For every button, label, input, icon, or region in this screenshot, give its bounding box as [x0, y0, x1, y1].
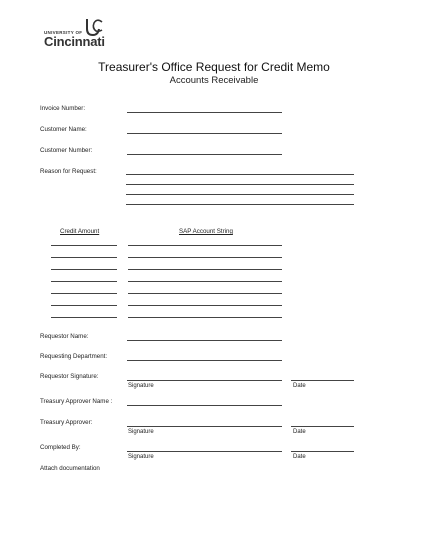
requesting-department-field[interactable]: [127, 360, 282, 361]
sap-account-line[interactable]: [128, 281, 282, 282]
requestor-name-field[interactable]: [127, 340, 282, 341]
logo-cincinnati: Cincinnati: [44, 34, 105, 49]
sap-account-line[interactable]: [128, 293, 282, 294]
credit-amount-line[interactable]: [51, 281, 117, 282]
requesting-department-label: Requesting Department:: [40, 353, 108, 360]
signature-caption: Signature: [128, 383, 154, 389]
customer-name-label: Customer Name:: [40, 126, 87, 133]
treasury-approver-name-label: Treasury Approver Name :: [40, 398, 113, 405]
reason-line-4[interactable]: [126, 204, 354, 205]
date-caption: Date: [293, 383, 306, 389]
credit-amount-line[interactable]: [51, 257, 117, 258]
customer-name-field[interactable]: [127, 133, 282, 134]
credit-amount-line[interactable]: [51, 293, 117, 294]
completed-by-date-field[interactable]: [291, 451, 354, 452]
sap-account-line[interactable]: [128, 305, 282, 306]
reason-line-2[interactable]: [126, 184, 354, 185]
completed-by-label: Completed By:: [40, 444, 81, 451]
treasury-approver-signature-field[interactable]: [127, 426, 282, 427]
logo-university-of: UNIVERSITY OF: [44, 30, 83, 35]
signature-caption: Signature: [128, 454, 154, 460]
date-caption: Date: [293, 429, 306, 435]
sap-account-line[interactable]: [128, 317, 282, 318]
customer-number-field[interactable]: [127, 154, 282, 155]
page-subtitle: Accounts Receivable: [169, 75, 259, 86]
page-title: Treasurer's Office Request for Credit Memo: [98, 60, 330, 74]
invoice-number-field[interactable]: [127, 112, 282, 113]
requestor-name-label: Requestor Name:: [40, 333, 89, 340]
invoice-number-label: Invoice Number:: [40, 105, 86, 112]
signature-caption: Signature: [128, 429, 154, 435]
reason-line-1[interactable]: [126, 174, 354, 175]
reason-label: Reason for Request:: [40, 168, 97, 175]
sap-account-line[interactable]: [128, 257, 282, 258]
credit-amount-line[interactable]: [51, 305, 117, 306]
treasury-approver-date-field[interactable]: [291, 426, 354, 427]
completed-by-signature-field[interactable]: [127, 451, 282, 452]
credit-amount-line[interactable]: [51, 269, 117, 270]
sap-account-header: SAP Account String: [179, 228, 233, 235]
sap-account-line[interactable]: [128, 269, 282, 270]
credit-amount-line[interactable]: [51, 317, 117, 318]
sap-account-line[interactable]: [128, 245, 282, 246]
requestor-signature-label: Requestor Signature:: [40, 373, 99, 380]
customer-number-label: Customer Number:: [40, 147, 93, 154]
uc-logo-icon: [84, 17, 104, 39]
treasury-approver-name-field[interactable]: [127, 405, 282, 406]
credit-amount-line[interactable]: [51, 245, 117, 246]
requestor-signature-field[interactable]: [127, 380, 282, 381]
attach-documentation-note: Attach documentation: [40, 465, 100, 472]
requestor-date-field[interactable]: [291, 380, 354, 381]
reason-line-3[interactable]: [126, 194, 354, 195]
treasury-approver-label: Treasury Approver:: [40, 419, 93, 426]
date-caption: Date: [293, 454, 306, 460]
credit-amount-header: Credit Amount: [60, 228, 100, 235]
